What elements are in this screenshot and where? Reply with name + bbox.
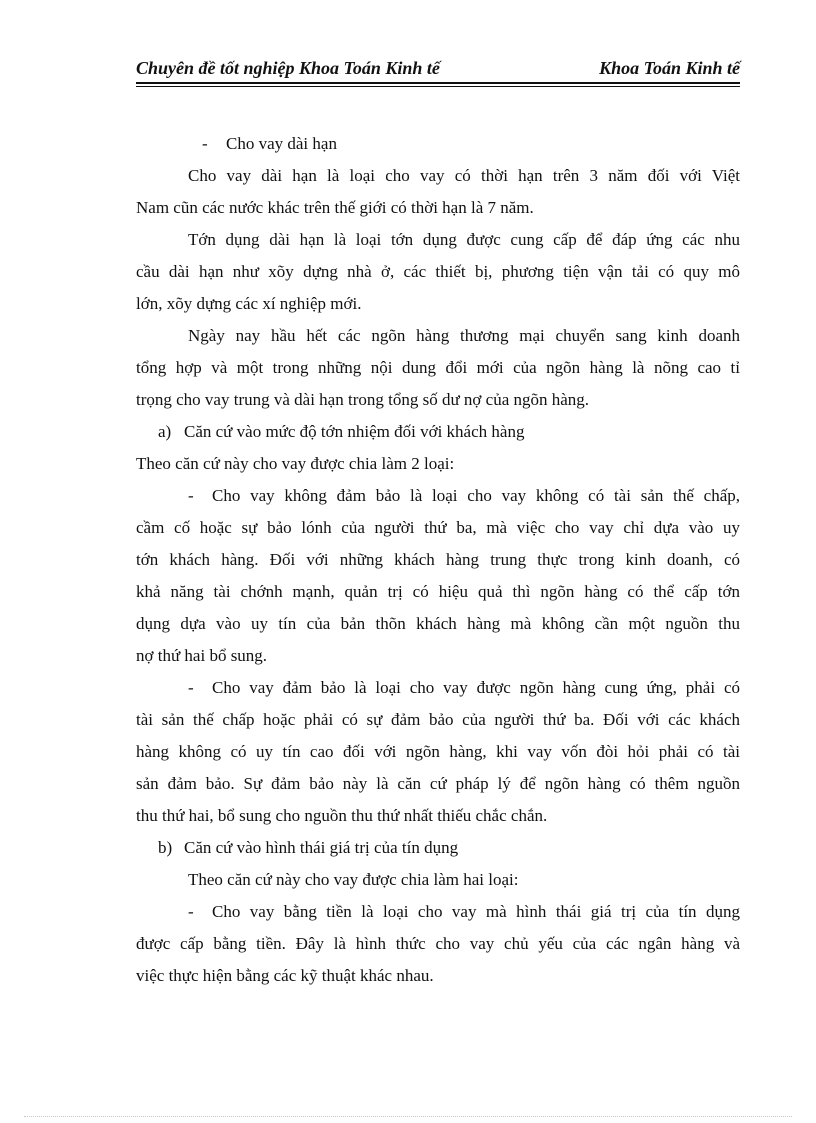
paragraph-line: thu thứ hai, bổ sung cho nguồn thu thứ nhất thiếu chắc chắn.	[136, 806, 548, 825]
bullet-dash: -	[188, 678, 194, 697]
bullet-khong-dam-bao	[136, 480, 740, 672]
paragraph-tin-dung-dai-han	[136, 224, 740, 320]
document-body	[136, 128, 740, 992]
paragraph-theo-can-cu-2-loai: Theo căn cứ này cho vay được chia làm 2 loại:	[136, 454, 455, 473]
paragraph-line: Nam cũn các nước khác trên thế giới có thời hạn là 7 năm.	[136, 198, 534, 217]
paragraph-line: khả năng tài chớnh mạnh, quản trị có hiệu quả thì ngõn hàng có thể cấp tớn	[136, 582, 740, 601]
bullet-cho-vay-dai-han	[136, 128, 740, 160]
header-rule-thick	[136, 82, 740, 84]
page-bottom-border	[24, 1116, 792, 1117]
paragraph-line: dụng dựa vào uy tín của bản thõn khách hàng mà không cần một nguồn thu	[136, 614, 740, 633]
bullet-first-line	[136, 480, 740, 512]
bullet-first-line	[136, 672, 740, 704]
heading-text: Căn cứ vào hình thái giá trị của tín dụng	[184, 838, 459, 857]
paragraph-line: Tớn dụng dài hạn là loại tớn dụng được cung cấp để đáp ứng các nhu	[188, 230, 740, 249]
bullet-dash: -	[188, 902, 194, 921]
paragraph-line: việc thực hiện bằng các kỹ thuật khác nhau.	[136, 966, 434, 985]
paragraph-line: lớn, xõy dựng các xí nghiệp mới.	[136, 294, 362, 313]
bullet-text: Cho vay không đảm bảo là loại cho vay không có tài sản thế chấp,	[212, 486, 740, 505]
heading-b	[136, 832, 740, 864]
bullet-first-line	[136, 896, 740, 928]
bullet-text: Cho vay đảm bảo là loại cho vay được ngõn hàng cung ứng, phải có	[212, 678, 740, 697]
header-left-title: Chuyên đề tốt nghiệp Khoa Toán Kinh tế	[136, 58, 440, 78]
heading-label: a)	[158, 422, 172, 441]
page-header	[136, 56, 740, 82]
bullet-text: Cho vay bằng tiền là loại cho vay mà hình thái giá trị của tín dụng	[212, 902, 740, 921]
paragraph-line: Ngày nay hầu hết các ngõn hàng thương mại chuyển sang kinh doanh	[188, 326, 740, 345]
paragraph-ngay-nay	[136, 320, 740, 416]
paragraph-dai-han-definition	[136, 160, 740, 224]
paragraph-line: Cho vay dài hạn là loại cho vay có thời hạn trên 3 năm đối với Việt	[188, 166, 740, 185]
paragraph-line: trọng cho vay trung và dài hạn trong tổng số dư nợ của ngõn hàng.	[136, 390, 590, 409]
bullet-dash: -	[188, 486, 194, 505]
paragraph-line: hàng không có uy tín cao đối với ngõn hàng, khi vay vốn đòi hỏi phải có tài	[136, 742, 740, 761]
paragraph-line: sản đảm bảo. Sự đảm bảo này là căn cứ pháp lý để ngõn hàng có thêm nguồn	[136, 774, 740, 793]
paragraph-line: tổng hợp và một trong những nội dung đổi mới của ngõn hàng là nõng cao tỉ	[136, 358, 740, 377]
paragraph-line: cầu dài hạn như xõy dựng nhà ở, các thiết bị, phương tiện vận tải có quy mô	[136, 262, 740, 281]
paragraph-line: tớn khách hàng. Đối với những khách hàng trung thực trong kinh doanh, có	[136, 550, 740, 569]
header-right-title: Khoa Toán Kinh tế	[599, 58, 740, 78]
heading-text: Căn cứ vào mức độ tớn nhiệm đối với khách hàng	[184, 422, 525, 441]
header-rule-thin	[136, 86, 740, 87]
bullet-dam-bao	[136, 672, 740, 832]
bullet-cho-vay-bang-tien	[136, 896, 740, 992]
paragraph-line: cầm cố hoặc sự bảo lónh của người thứ ba, mà việc cho vay chỉ dựa vào uy	[136, 518, 740, 537]
bullet-dash: -	[202, 134, 208, 153]
heading-a	[136, 416, 740, 448]
paragraph-line: nợ thứ hai bổ sung.	[136, 646, 268, 665]
paragraph-line: được cấp bằng tiền. Đây là hình thức cho vay chủ yếu của các ngân hàng và	[136, 934, 740, 953]
bullet-text: Cho vay dài hạn	[226, 134, 337, 153]
paragraph-line: tài sản thế chấp hoặc phải có sự đảm bảo của người thứ ba. Đối với các khách	[136, 710, 740, 729]
paragraph-theo-can-cu-hai-loai: Theo căn cứ này cho vay được chia làm hai loại:	[188, 870, 519, 889]
heading-label: b)	[158, 838, 173, 857]
